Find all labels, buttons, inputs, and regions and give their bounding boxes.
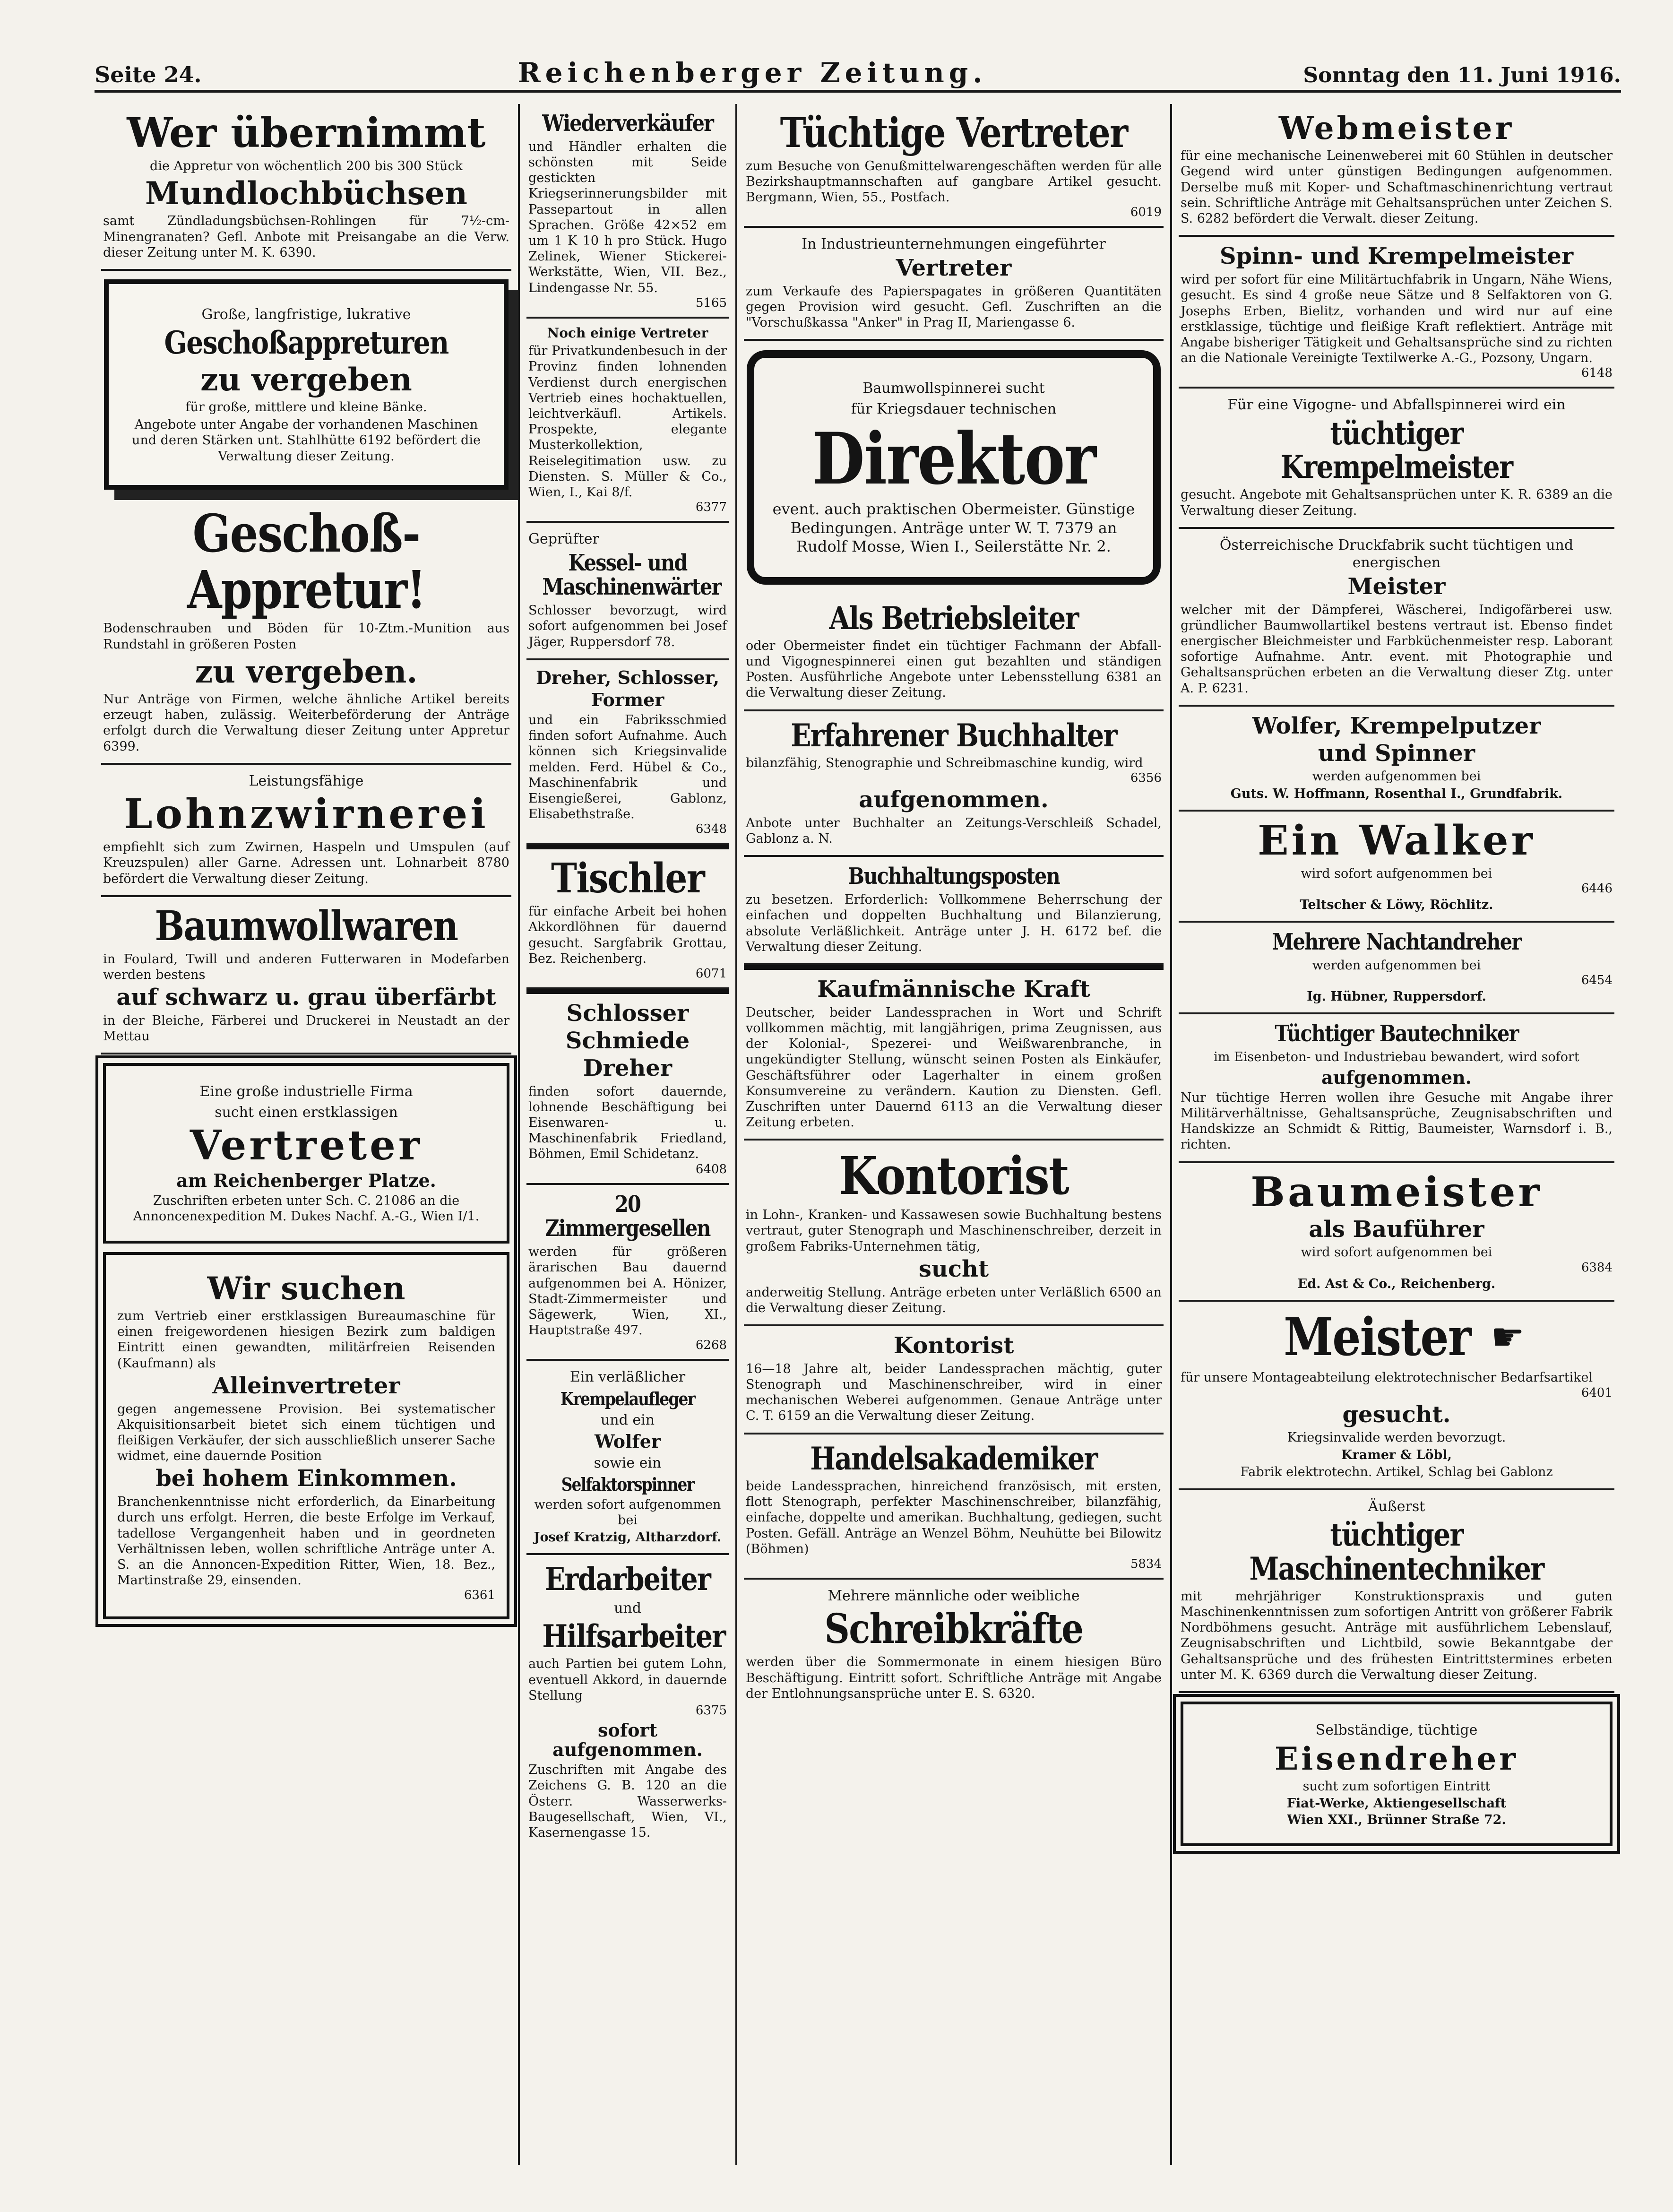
ad-headline: als Bauführer [1309,1216,1484,1243]
ad-headline: Ein Walker [1258,816,1535,864]
ad-kicker: Ein verläßlicher [569,1369,686,1386]
ad-text: für Privatkundenbesuch in der Provinz finden lohnenden Verdienst durch energischen Vertrieb eines hochaktuellen, leichtverkäufl. Artikels. Prospekte, elegante Musterkollektion, Reiselegitimation usw. zu Diensten. S. Müller & Co., Wien, I., Kai 8/f. [528,344,727,500]
ad-text: Zuschriften mit Angabe des Zeichens G. B. 120 an die Österr. Wasserwerks-Baugesellschaft, Wien, VI., Kasernengasse 15. [528,1763,727,1840]
ad-headline: Dreher, Schlosser, [535,666,720,688]
ad-columns [95,104,1621,2165]
ad-kicker: Selbständige, tüchtige [1315,1722,1478,1739]
ad-headline: Wiederverkäufer [542,110,714,137]
ad-code: 6148 [1581,366,1613,380]
ad-text: welcher mit der Dämpferei, Wäscherei, Indigofärberei usw. gründlicher Baumwollartikel bestens vertraut ist. Ebenso findet energischer Bleichmeister und Farbküchenmeister resp. Laborant sofortige Aufnahme. Antr. event. mit Photographie und Gehaltsansprüchen erbeten an die Verwaltung dieser Ztg. unter A. P. 6231. [1181,602,1613,696]
ad-text: für einfache Arbeit bei hohen Akkordlöhnen für dauernd gesucht. Sargfabrik Grottau, Bez. Reichenberg. [528,904,727,966]
ad-code: 6377 [695,500,727,515]
ad-text: für eine mechanische Leinenweberei mit 60 Stühlen in deutscher Gegend wird unter günstigen Bedingungen aufgenommen. Derselbe muß mit Koper- und Schaftmaschinenrichtung vertraut sein. Schriftliche Anträge mit Gehaltsansprüchen unter Zeichen S. S. 6282 befördert die Verwalt. dieser Zeitung. [1181,148,1613,226]
ad-baumeister [1179,1163,1614,1302]
ad-text: Kriegsinvalide werden bevorzugt. [1287,1430,1506,1445]
ad-headline: bei hohem Einkommen. [155,1465,457,1492]
ad-headline: Handelsakademiker [810,1440,1097,1477]
ad-code: 6348 [695,822,727,837]
ad-geschossappreturen [104,279,509,490]
ad-headline: Noch einige Vertreter [547,325,708,341]
issue-date: Sonntag den 11. Juni 1916. [1303,63,1621,87]
ad-nachtandreher [1179,923,1614,1014]
ad-kicker: Baumwollspinnerei sucht [862,380,1045,397]
ad-text: empfiehlt sich zum Zwirnen, Haspeln und Umspulen (auf Kreuzspulen) aller Garne. Adressen unt. Lohnarbeit 8780 befördert die Verwaltung dieser Zeitung. [103,840,509,886]
ad-code: 6375 [695,1703,727,1718]
ad-headline: tüchtiger Krempelmeister [1280,415,1513,486]
ad-text: Angebote unter Angabe der vorhandenen Maschinen und deren Stärken unt. Stahlhütte 6192 befördert die Verwaltung dieser Zeitung. [132,417,481,464]
ad-headline: Wer übernimmt [127,109,486,157]
ad-headline: Meister [1284,1306,1471,1367]
ad-kicker: Österreichische Druckfabrik sucht tüchtigen und energischen [1219,536,1574,571]
ad-buchhalter [744,711,1164,857]
ad-headline: Vertreter [896,254,1012,281]
ad-kontorist-sucht [744,1141,1164,1326]
ad-text: Nur tüchtige Herren wollen ihre Gesuche mit Angabe ihrer Militärverhältnisse, Gehaltsansprüche, Zeugnisabschriften und Handskizze an Schmidt & Rittig, Baumeister, Warnsdorf i. B., richten. [1181,1090,1613,1152]
ad-headline: zu vergeben [200,361,412,398]
ad-noch-einige-vertreter [526,319,729,523]
ad-headline: Buchhaltungsposten [848,863,1060,890]
ad-text: Zuschriften erbeten unter Sch. C. 21086 an die Annoncenexpedition M. Dukes Nachf. A.-G., Wien I/1. [133,1193,480,1224]
ad-headline: Wolfer [595,1431,661,1452]
column-3 [737,104,1172,2165]
ad-code: 6268 [695,1338,727,1353]
ad-headline: Wir suchen [207,1270,405,1307]
ad-handelsakademiker [744,1434,1164,1580]
ad-text: bilanzfähig, Stenographie und Schreibmaschine kundig, wird [746,755,1143,770]
ad-geschoss-appretur [101,498,511,765]
ad-mundlochbuechsen [101,104,511,271]
ad-text: Deutscher, beider Landessprachen in Wort und Schrift vollkommen mächtig, mit langjährigen, prima Zeugnissen, aus der Kolonial-, Spezerei- und Weißwarenbranche, in ungekündigter Stellung, wünscht seinen Posten als Einkäufer, Geschäftsführer oder Lagerhalter in einem großen Konsumvereine zu verändern. Kaution zu Diensten. Gefl. Zuschriften unter Dauernd 6113 an die Verwaltung dieser Zeitung erbeten. [746,1005,1162,1130]
page-number: Seite 24. [95,62,202,87]
ad-baumwollwaren [101,897,511,1055]
ad-code: 6071 [695,967,727,981]
ad-text: werden sofort aufgenommen bei [534,1497,721,1528]
ad-text: Fabrik elektrotechn. Artikel, Schlag bei Gablonz [1240,1464,1553,1479]
ad-headline: Mehrere Nachtandreher [1272,928,1521,955]
ad-headline-row [1181,1306,1613,1368]
column-1 [95,104,520,2165]
ad-headline: sofort aufgenommen. [552,1719,703,1761]
ad-code: 6356 [1130,771,1162,786]
ad-kicker: und ein [600,1411,655,1428]
ad-text: werden aufgenommen bei [1312,769,1481,784]
ad-kesselwaerter [526,523,729,660]
ad-text: wird sofort aufgenommen bei [1301,866,1492,881]
ad-text: werden für größeren ärarischen Bau dauernd aufgenommen bei A. Hönizer, Stadt-Zimmermeister und Sägewerk, Wien, XI., Hauptstraße 497. [528,1244,727,1338]
ad-text: Anbote unter Buchhalter an Zeitungs-Verschleiß Schadel, Gablonz a. N. [746,815,1162,847]
ad-betriebsleiter [744,594,1164,711]
ad-firm: Guts. W. Hoffmann, Rosenthal I., Grundfabrik. [1230,786,1563,801]
ad-kicker: Eine große industrielle Firma [199,1083,413,1100]
ad-text: oder Obermeister findet ein tüchtiger Fachmann der Abfall- und Vigognespinnerei einen gut bezahlten und ständigen Posten. Ausführliche Angebote unter Lebensstellung 6381 an die Verwaltung dieser Zeitung. [746,638,1162,700]
ad-headline: Direktor [811,417,1096,501]
ad-text: in Foulard, Twill und anderen Futterwaren in Modefarben werden bestens [103,951,509,982]
ad-text: Nur Anträge von Firmen, welche ähnliche Artikel bereits erzeugt haben, zulässig. Weiterbeförderung der Anträge erfolgt durch die Verwaltung dieser Zeitung unter Appretur 6399. [103,692,509,754]
ad-headline: Former [591,689,664,710]
ad-headline: Als Betriebsleiter [829,599,1078,637]
ad-text: zu besetzen. Erforderlich: Vollkommene Beherrschung der einfachen und doppelten Buchhaltung und Bilanzierung, absolute Verläßlichkeit. Anträge unter J. H. 6172 bef. die Verwaltung dieser Zeitung. [746,892,1162,954]
ad-headline: Kaufmännische Kraft [817,976,1090,1002]
ad-text: zum Besuche von Genußmittelwarengeschäften werden für alle Bezirkshauptmannschaften auf gangbare Artikel gesucht. Bergmann, Wien, 55., Postfach. [746,158,1162,205]
ad-headline: und Spinner [1318,740,1475,767]
ad-text: 16—18 Jahre alt, beider Landessprachen mächtig, guter Stenograph und Maschinenschreiber, wird in einer mechanischen Weberei aufgenommen. Genaue Anträge unter C. T. 6159 an die Verwaltung dieser Zeitung. [746,1361,1162,1424]
ad-code: 6384 [1581,1260,1613,1275]
ad-erdarbeiter [526,1555,729,1849]
ad-headline: Schlosser [566,1000,689,1027]
ad-headline: Eisendreher [1274,1740,1519,1777]
ad-kicker: und [614,1599,641,1616]
ad-kicker: Mehrere männliche oder weibliche [828,1587,1080,1604]
ad-kicker: Große, langfristige, lukrative [201,306,411,323]
ad-kicker: Leistungsfähige [249,772,364,789]
ad-headline: Spinn- und Krempelmeister [1219,243,1574,270]
ad-code: 5165 [695,295,727,310]
ad-wir-suchen [103,1252,509,1620]
ad-headline: Webmeister [1278,110,1515,147]
ad-headline: Dreher [583,1054,673,1081]
ad-kicker: Äußerst [1368,1498,1425,1515]
ad-headline: auf schwarz u. grau überfärbt [116,984,496,1011]
ad-headline: Schreibkräfte [824,1605,1083,1653]
ad-text: und ein Fabriksschmied finden sofort Aufnahme. Auch können sich Kriegsinvalide melden. Ferd. Hübel & Co., Maschinenfabrik und Eisengießerei, Gablonz, Elisabethstraße. [528,712,727,822]
ad-eisendreher [1181,1702,1613,1846]
ad-headline: Kontorist [838,1145,1069,1207]
ad-krempelaufleger [526,1361,729,1555]
ad-headline: gesucht. [1342,1401,1451,1428]
ad-text: im Eisenbeton- und Industriebau bewandert, wird sofort [1214,1049,1579,1064]
ad-text: samt Zündladungsbüchsen-Rohlingen für 7½-cm-Minengranaten? Gefl. Anbote mit Preisangabe an die Verw. dieser Zeitung unter M. K. 6390. [103,214,509,260]
ad-text: finden sofort dauernde, lohnende Beschäftigung bei Eisenwaren- u. Maschinenfabrik Friedland, Böhmen, Emil Schidetanz. [528,1084,727,1162]
ad-headline: Geschoß-Appretur! [187,502,426,620]
ad-kaufmaennische-kraft [744,965,1164,1141]
ad-headline: sucht [918,1255,989,1282]
ad-text: zum Verkaufe des Papierspagates in größeren Quantitäten gegen Provision wird gesucht. Gefl. Zuschriften an die "Vorschußkassa "Anker" in Prag II, Mariengasse 6. [746,284,1162,330]
ad-headline: Wolfer, Krempelputzer [1252,712,1541,739]
ad-code: 6454 [1581,973,1613,987]
ad-headline: am Reichenberger Platze. [176,1170,436,1192]
ad-headline: Erdarbeiter [544,1561,711,1598]
ad-text: und Händler erhalten die schönsten mit Seide gestickten Kriegserinnerungsbilder mit Passepartout in allen Sprachen. Größe 42×52 em um 1 K 10 h pro Stück. Hugo Zelinek, Wiener Stickerei-Werkstätte, Wien, VII. Bez., Lindengasse Nr. 55. [528,139,727,295]
ad-headline: Meister [1347,573,1446,600]
ad-buchhaltungsposten [744,857,1164,965]
ad-tischler [526,845,729,989]
ad-code: 6408 [695,1162,727,1176]
ad-firm: Josef Kratzig, Altharzdorf. [534,1530,722,1545]
ad-vertreter-reichenberg [103,1063,509,1243]
ad-walker [1179,812,1614,923]
running-head [95,57,1621,93]
ad-headline: Vertreter [190,1122,423,1170]
ad-headline: Mundlochbüchsen [145,175,467,212]
ad-text: event. auch praktischen Obermeister. Günstige Bedingungen. Anträge unter W. T. 7379 an Rudolf Mosse, Wien I., Seilerstätte Nr. 2. [772,500,1135,556]
ad-text: in Lohn-, Kranken- und Kassawesen sowie Buchhaltung bestens vertraut, guter Stenograph und Maschinenschreiber, derzeit in großem Fabriks-Unternehmen tätig, [746,1208,1162,1254]
ad-text: mit mehrjähriger Konstruktionspraxis und guten Maschinenkenntnissen zum sofortigen Antritt von größerer Fabrik Nordböhmens gesucht. Anträge mit ausführlichem Lebenslauf, Zeugnisabschriften und Lichtbild, sowie Bekanntgabe der Gehaltsansprüche und des frühesten Eintrittstermines erbeten unter M. K. 6369 durch die Verwaltung dieser Zeitung. [1181,1589,1613,1682]
ad-dreher-schlosser [526,660,729,845]
ad-kicker: Für eine Vigogne- und Abfallspinnerei wird ein [1227,397,1566,414]
ad-text: werden aufgenommen bei [1312,958,1481,973]
ad-headline: Baumeister [1250,1168,1543,1216]
ad-headline: Schmiede [565,1027,690,1054]
ad-firm: Fiat-Werke, Aktiengesellschaft [1286,1796,1507,1811]
ad-headline: Geschoßappreturen [164,324,448,362]
masthead: Reichenberger Zeitung. [517,57,987,89]
ad-text: Bodenschrauben und Böden für 10-Ztm.-Munition aus Rundstahl in größeren Posten [103,621,509,652]
ad-text: für unsere Montageabteilung elektrotechnischer Bedarfsartikel [1181,1370,1593,1385]
ad-code: 6401 [1581,1385,1613,1400]
ad-spinnmeister [1179,237,1614,389]
ad-text: beide Landessprachen, hinreichend französisch, mit ersten, flott Stenograph, perfekter Maschinenschreiber, bilanzfähig, einfache, doppelte und amerikan. Buchhaltung, gediegen, sucht Posten. Gefäll. Anträge an Wenzel Böhm, Neuhütte bei Bilowitz (Böhmen) [746,1478,1162,1556]
ad-text: werden über die Sommermonate in einem hiesigen Büro Beschäftigung. Eintritt sofort. Schriftliche Anträge mit Angabe der Entlohnungsansprüche unter E. S. 6320. [746,1655,1162,1701]
column-2 [520,104,737,2165]
ad-headline: Kontorist [893,1332,1014,1359]
ad-code: 6361 [464,1588,495,1603]
ad-firm: Teltscher & Löwy, Röchlitz. [1300,897,1493,912]
ad-kontorist-gesucht [744,1326,1164,1434]
ad-text: wird per sofort für eine Militärtuchfabrik in Ungarn, Nähe Wiens, gesucht. Es sind 4 große neue Sätze und 8 Selfaktoren von G. Josephs Erben, Bielitz, vorhanden und wird nur auf eine erstklassige, tüchtige und fleißige Kraft reflektiert. Anträge mit Angabe bisheriger Tätigkeit und Gehaltsansprüche sind zu richten an die Nationale Vereinigte Textilwerke A.-G., Pozsony, Ungarn. [1181,272,1613,366]
ad-headline: zu vergeben. [195,653,418,690]
ad-text: auch Partien bei gutem Lohn, eventuell Akkord, in dauernde Stellung [528,1657,727,1703]
ad-zimmergesellen [526,1185,729,1361]
ad-direktor [747,350,1161,584]
ad-firm: Kramer & Löbl, [1341,1447,1452,1462]
ad-headline: Hilfsarbeiter [542,1618,725,1655]
ad-text: anderweitig Stellung. Anträge erbeten unter Verläßlich 6500 an die Verwaltung dieser Zeitung. [746,1285,1162,1315]
ad-wiederverkaeufer [526,104,729,319]
ad-kicker: sowie ein [594,1454,662,1471]
ad-kicker: In Industrieunternehmungen eingeführter [802,236,1106,253]
ad-headline: aufgenommen. [859,786,1049,813]
ad-text: gesucht. Angebote mit Gehaltsansprüchen unter K. R. 6389 an die Verwaltung dieser Zeitung. [1181,487,1613,518]
ad-headline: Selfaktorspinner [561,1474,694,1495]
ad-text: sucht zum sofortigen Eintritt [1302,1779,1491,1794]
ad-meister-druckfabrik [1179,529,1614,707]
ad-text: für große, mittlere und kleine Bänke. [185,399,427,415]
ad-code: 5834 [1130,1556,1162,1571]
ad-headline: Tischler [551,855,704,903]
ad-schlosser-schmiede-dreher [526,989,729,1185]
ad-firm: Ig. Hübner, Ruppersdorf. [1307,989,1486,1004]
ad-kicker: Geprüfter [528,531,599,548]
ad-wolfer [1179,707,1614,812]
ad-code: 6019 [1130,205,1162,220]
ad-headline: Krempelaufleger [560,1388,695,1409]
ad-text: in der Bleiche, Färberei und Druckerei in Neustadt an der Mettau [103,1013,509,1044]
ad-maschinentechniker [1179,1490,1614,1693]
ad-text: Branchenkenntnisse nicht erforderlich, da Einarbeitung durch uns erfolgt. Herren, die beste Erfolge im Verkauf, tadellose Vergangenheit haben und in geordneten Verhältnissen leben, wollen schriftliche Anträge unter A. S. an die Annoncen-Expedition Ritter, Wien, 18. Bez., Martinstraße 29, einsenden. [117,1495,495,1588]
ad-krempelmeister [1179,389,1614,528]
ad-vertreter-papierspagat [744,228,1164,341]
ad-schreibkraefte [744,1580,1164,1710]
ad-headline: Kessel- und Maschinenwärter [542,549,721,601]
column-4 [1172,104,1621,2165]
ad-text: wird sofort aufgenommen bei [1301,1245,1492,1260]
ad-headline: Alleinvertreter [212,1372,400,1399]
ad-text: gegen angemessene Provision. Bei systematischer Akquisitionsarbeit bietet sich einem tüchtigen und fleißigen Verkäufer, der sich ausschließlich unserer Sache widmet, eine dauernde Position [117,1401,495,1464]
ad-kicker: für Kriegsdauer technischen [851,400,1057,417]
ad-lohnzwirnerei [101,765,511,897]
ad-headline: Baumwollwaren [155,902,458,950]
ad-headline: aufgenommen. [1321,1066,1472,1088]
ad-kicker: sucht einen erstklassigen [215,1104,398,1121]
pointing-hands-icon: ☛ [1491,1315,1525,1359]
ad-firm: Ed. Ast & Co., Reichenberg. [1297,1276,1496,1291]
ad-text: die Appretur von wöchentlich 200 bis 300 Stück [150,158,463,173]
ad-meister-elektro [1179,1302,1614,1490]
ad-headline: Erfahrener Buchhalter [791,717,1117,754]
ad-headline: tüchtiger Maschinentechniker [1249,1516,1544,1587]
ad-text: zum Vertrieb einer erstklassigen Bureaumaschine für einen freigewordenen hiesigen Bezirk zum baldigen Eintritt einen gewandten, militärfreien Reisenden (Kaufmann) als [117,1308,495,1371]
ad-headline: Tüchtiger Bautechniker [1275,1020,1518,1047]
ad-firm: Wien XXI., Brünner Straße 72. [1287,1813,1506,1828]
ad-headline: Tüchtige Vertreter [780,109,1128,157]
ad-text: Schlosser bevorzugt, wird sofort aufgenommen bei Josef Jäger, Ruppersdorf 78. [528,603,727,649]
ad-headline: Lohnzwirnerei [124,790,489,838]
ad-headline: 20 Zimmergesellen [545,1191,710,1242]
ad-code: 6446 [1581,881,1613,896]
ad-tuechtige-vertreter [744,104,1164,228]
ad-webmeister [1179,104,1614,237]
ad-bautechniker [1179,1014,1614,1163]
